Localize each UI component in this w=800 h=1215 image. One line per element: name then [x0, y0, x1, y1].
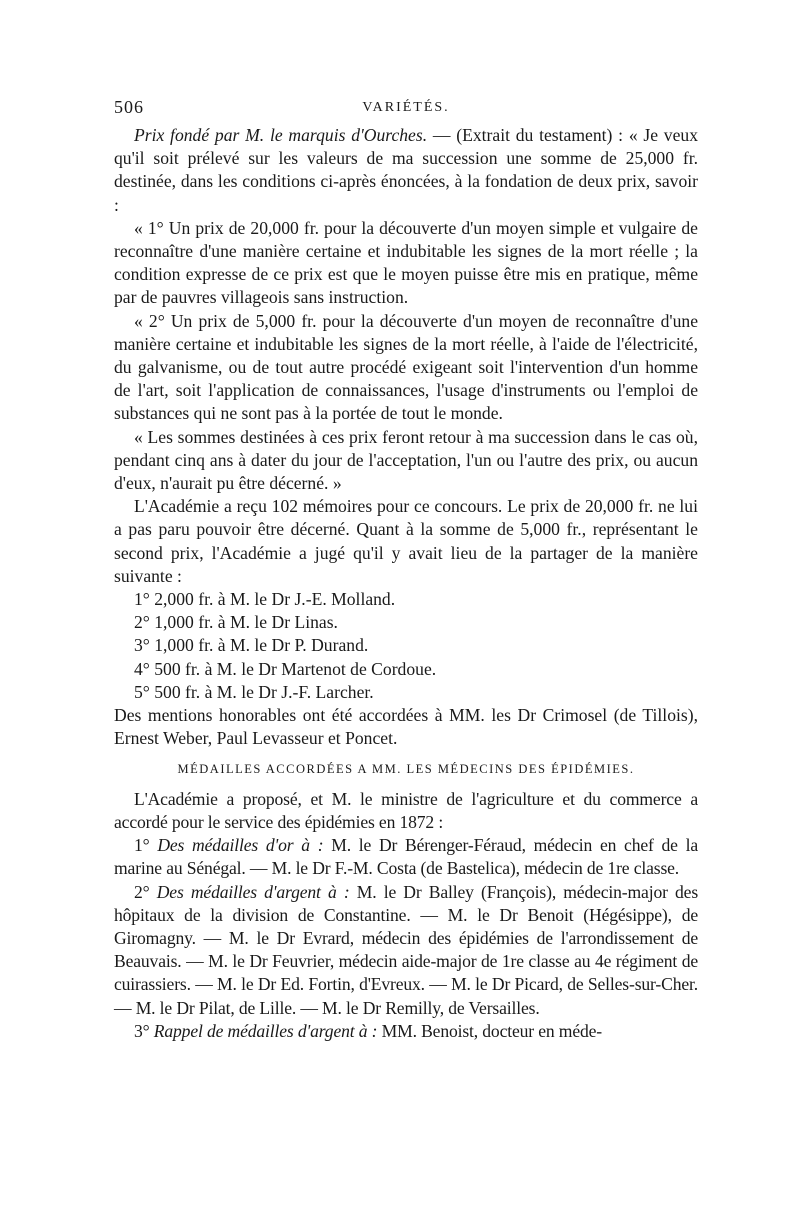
- page-header: [114, 96, 698, 120]
- medal-recipients: M. le Dr Bérenger-Féraud, médecin en chef de la marine au Sénégal. — M. le Dr F.-M. Costa (de Bastelica), médecin de 1re classe.: [114, 835, 698, 879]
- paragraph-text: — (Extrait du testament) : « Je veux qu'il soit prélevé sur les valeurs de ma succession une somme de 25,000 fr. destinée, dans les conditions ci-après énoncées, à la fondation de deux prix, savoir :: [114, 125, 699, 215]
- paragraph-gold-medals: [114, 834, 698, 880]
- award-item: 3° 1,000 fr. à M. le Dr P. Durand.: [134, 635, 369, 656]
- award-item: 1° 2,000 fr. à M. le Dr J.-E. Molland.: [134, 589, 396, 610]
- medal-category: Des médailles d'argent à :: [156, 881, 350, 902]
- document-page: [114, 96, 698, 1043]
- paragraph-ourches-prize: [114, 124, 698, 217]
- paragraph-second-prize: « 2° Un prix de 5,000 fr. pour la découverte d'un moyen de reconnaître d'une manière certaine et indubitable les signes de la mort réelle, à l'aide de l'électricité, du galvanisme, ou de tout autre procédé exigeant soit l'intervention d'un homme de l'art, soit l'application de connaissances, l'usage d'instruments ou l'emploi de substances qui ne sont pas à la portée de tout le monde.: [114, 310, 698, 424]
- award-list: [114, 588, 698, 704]
- paragraph-honorable-mentions: Des mentions honorables ont été accordées à MM. les Dr Crimosel (de Tillois), Ernest Weber, Paul Levasseur et Poncet.: [114, 705, 698, 749]
- paragraph-first-prize: « 1° Un prix de 20,000 fr. pour la découverte d'un moyen simple et vulgaire de reconnaître d'une manière certaine et indubitable les signes de la mort réelle ; la condition expresse de ce prix est que le moyen puisse être mis en pratique, même par de pauvres villageois sans instruction.: [114, 217, 698, 308]
- award-item: 4° 500 fr. à M. le Dr Martenot de Cordoue.: [134, 658, 437, 679]
- paragraph-return-clause: « Les sommes destinées à ces prix feront retour à ma succession dans le cas où, pendant cinq ans à dater du jour de l'acceptation, l'un ou l'autre des prix, ou aucun d'eux, n'aurait pu être décerné. »: [114, 426, 698, 494]
- paragraph-lead: Prix fondé par M. le marquis d'Ourches.: [134, 125, 428, 145]
- medal-recipients: MM. Benoist, docteur en méde-: [377, 1020, 603, 1041]
- medal-recipients: M. le Dr Balley (François), médecin-major des hôpitaux de la division de Constantine. — M. le Dr Benoit (Hégésippe), de Giromagny. — M. le Dr Evrard, médecin des épidémies de l'arrondissement de Beauvais. — M. le Dr Feuvrier, médecin aide-major de 1re classe au 4e régiment de cuirassiers. — M. le Dr Ed. Fortin, d'Evreux. — M. le Dr Picard, de Selles-sur-Cher. — M. le Dr Pilat, de Lille. — M. le Dr Remilly, de Versailles.: [114, 881, 699, 1018]
- page-number: 506: [114, 97, 144, 117]
- medal-category: Des médailles d'or à :: [157, 835, 324, 856]
- award-item: 5° 500 fr. à M. le Dr J.-F. Larcher.: [134, 681, 374, 702]
- paragraph-silver-recall: [114, 1020, 698, 1043]
- paragraph-medals-intro: L'Académie a proposé, et M. le ministre de l'agriculture et du commerce a accordé pour le service des épidémies en 1872 :: [114, 788, 698, 832]
- medal-category: Rappel de médailles d'argent à :: [153, 1020, 378, 1041]
- award-item: 2° 1,000 fr. à M. le Dr Linas.: [134, 612, 338, 633]
- medal-number: 3°: [134, 1020, 154, 1041]
- paragraph-academy-decision: L'Académie a reçu 102 mémoires pour ce concours. Le prix de 20,000 fr. ne lui a pas paru pouvoir être décerné. Quant à la somme de 5,000 fr., représentant le second prix, l'Académie a jugé qu'il y avait lieu de la partager de la manière suivante :: [114, 496, 698, 586]
- medal-number: 2°: [134, 881, 157, 902]
- running-head: VARIÉTÉS.: [362, 100, 450, 115]
- paragraph-silver-medals: [114, 881, 698, 1020]
- section-title: MÉDAILLES ACCORDÉES A MM. LES MÉDECINS DES ÉPIDÉMIES.: [177, 762, 635, 777]
- medal-number: 1°: [134, 835, 158, 856]
